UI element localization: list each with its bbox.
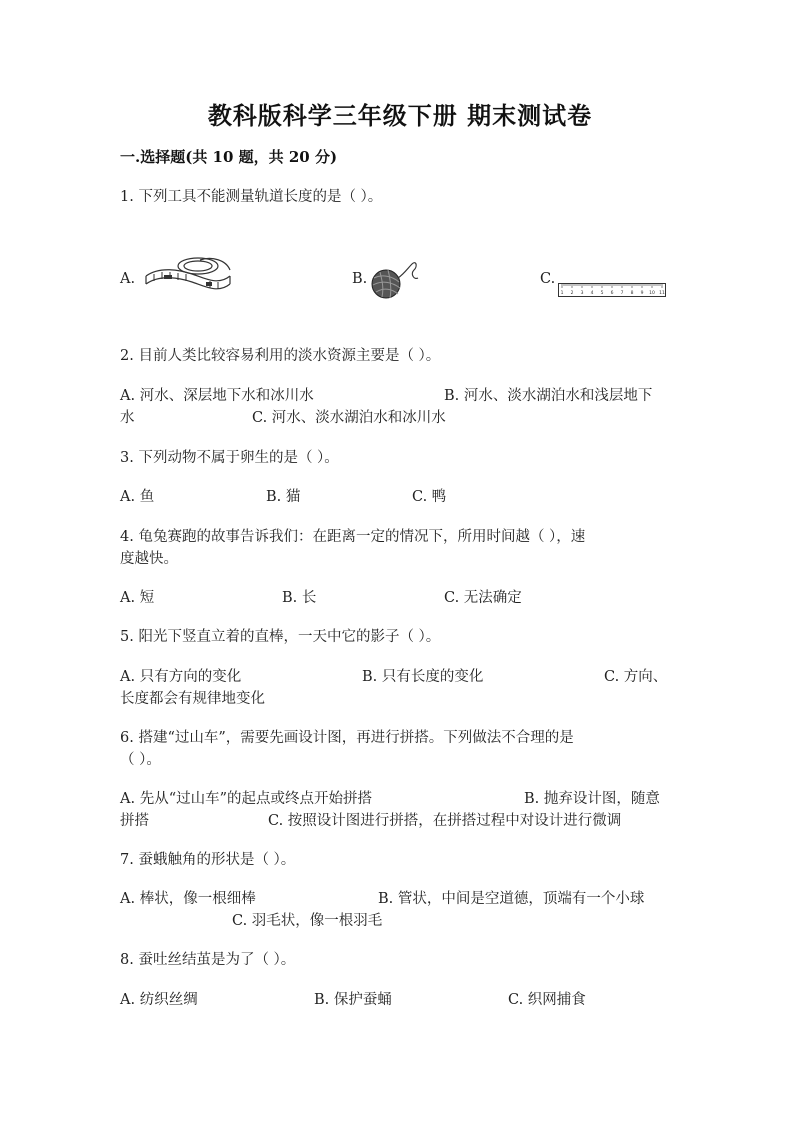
question-5-option-b: B. 只有长度的变化 (362, 669, 484, 685)
question-7-option-a: A. 棒状，像一根细棒 (120, 891, 256, 907)
question-6-option-b: B. 抛弃设计图，随意 (524, 791, 660, 807)
question-5-option-c-continued: 长度都会有规律地变化 (120, 691, 265, 707)
ruler-tick-label: 11 (659, 291, 665, 296)
question-6-stem-line-1: 6. 搭建“过山车”，需要先画设计图，再进行拼搭。下列做法不合理的是 (120, 730, 574, 746)
question-3-option-c: C. 鸭 (412, 489, 447, 505)
question-4-option-a: A. 短 (120, 590, 155, 606)
question-2-option-b: B. 河水、淡水湖泊水和浅层地下 (444, 388, 653, 404)
ruler-tick-label: 3 (580, 291, 584, 296)
question-8-option-a: A. 纺织丝绸 (120, 992, 198, 1008)
question-4-stem-line-2: 度越快。 (120, 551, 178, 567)
question-5-option-a: A. 只有方向的变化 (120, 669, 242, 685)
question-7-option-b: B. 管状，中间是空道德，顶端有一个小球 (378, 891, 645, 907)
question-5-option-c: C. 方向、 (604, 669, 668, 685)
question-1-option-b-label: B. (352, 271, 368, 287)
ruler-tick-label: 2 (570, 291, 574, 296)
question-8-option-c: C. 织网捕食 (508, 992, 586, 1008)
question-2-stem: 2. 目前人类比较容易利用的淡水资源主要是（ ）。 (120, 348, 441, 364)
question-6-stem-line-2: （ ）。 (120, 752, 161, 768)
question-3-stem: 3. 下列动物不属于卵生的是（ ）。 (120, 450, 339, 466)
question-4-stem-line-1: 4. 龟兔赛跑的故事告诉我们：在距离一定的情况下，所用时间越（ ），速 (120, 529, 586, 545)
question-3-option-b: B. 猫 (266, 489, 301, 505)
section-header: 一.选择题(共 10 题，共 20 分) (120, 148, 338, 166)
question-8-stem: 8. 蚕吐丝结茧是为了（ ）。 (120, 952, 296, 968)
ruler-tick-label: 10 (649, 291, 655, 296)
question-1-stem: 1. 下列工具不能测量轨道长度的是（ ）。 (120, 189, 383, 205)
question-2-option-b-continued: 水 (120, 410, 135, 426)
question-4-option-b: B. 长 (282, 590, 317, 606)
ruler-tick-label: 5 (600, 291, 604, 296)
question-6-option-a: A. 先从“过山车”的起点或终点开始拼搭 (120, 791, 373, 807)
ruler-tick-label: 7 (620, 291, 624, 296)
question-1-option-a-label: A. (120, 271, 136, 287)
ruler-tick-label: 4 (590, 291, 594, 296)
question-6-option-b-continued: 拼搭 (120, 813, 149, 829)
ruler-tick-label: 8 (630, 291, 634, 296)
question-3-option-a: A. 鱼 (120, 489, 155, 505)
question-6-option-c: C. 按照设计图进行拼搭，在拼搭过程中对设计进行微调 (268, 813, 622, 829)
ruler-icon (558, 283, 666, 297)
question-2-option-a: A. 河水、深层地下水和冰川水 (120, 388, 314, 404)
ruler-tick-label: 6 (610, 291, 614, 296)
question-7-stem: 7. 蚕蛾触角的形状是（ ）。 (120, 852, 296, 868)
question-1-option-c-label: C. (540, 271, 556, 287)
question-2-option-c: C. 河水、淡水湖泊水和冰川水 (252, 410, 446, 426)
ruler-tick-label: 9 (640, 291, 644, 296)
tape-measure-icon (140, 252, 235, 294)
question-5-stem: 5. 阳光下竖直立着的直棒，一天中它的影子（ ）。 (120, 629, 441, 645)
page-title: 教科版科学三年级下册 期末测试卷 (207, 101, 593, 130)
question-4-option-c: C. 无法确定 (444, 590, 522, 606)
ruler-tick-label: 1 (560, 291, 564, 296)
question-7-option-c: C. 羽毛状，像一根羽毛 (232, 913, 383, 929)
question-8-option-b: B. 保护蚕蛹 (314, 992, 392, 1008)
yarn-ball-icon (368, 258, 420, 302)
